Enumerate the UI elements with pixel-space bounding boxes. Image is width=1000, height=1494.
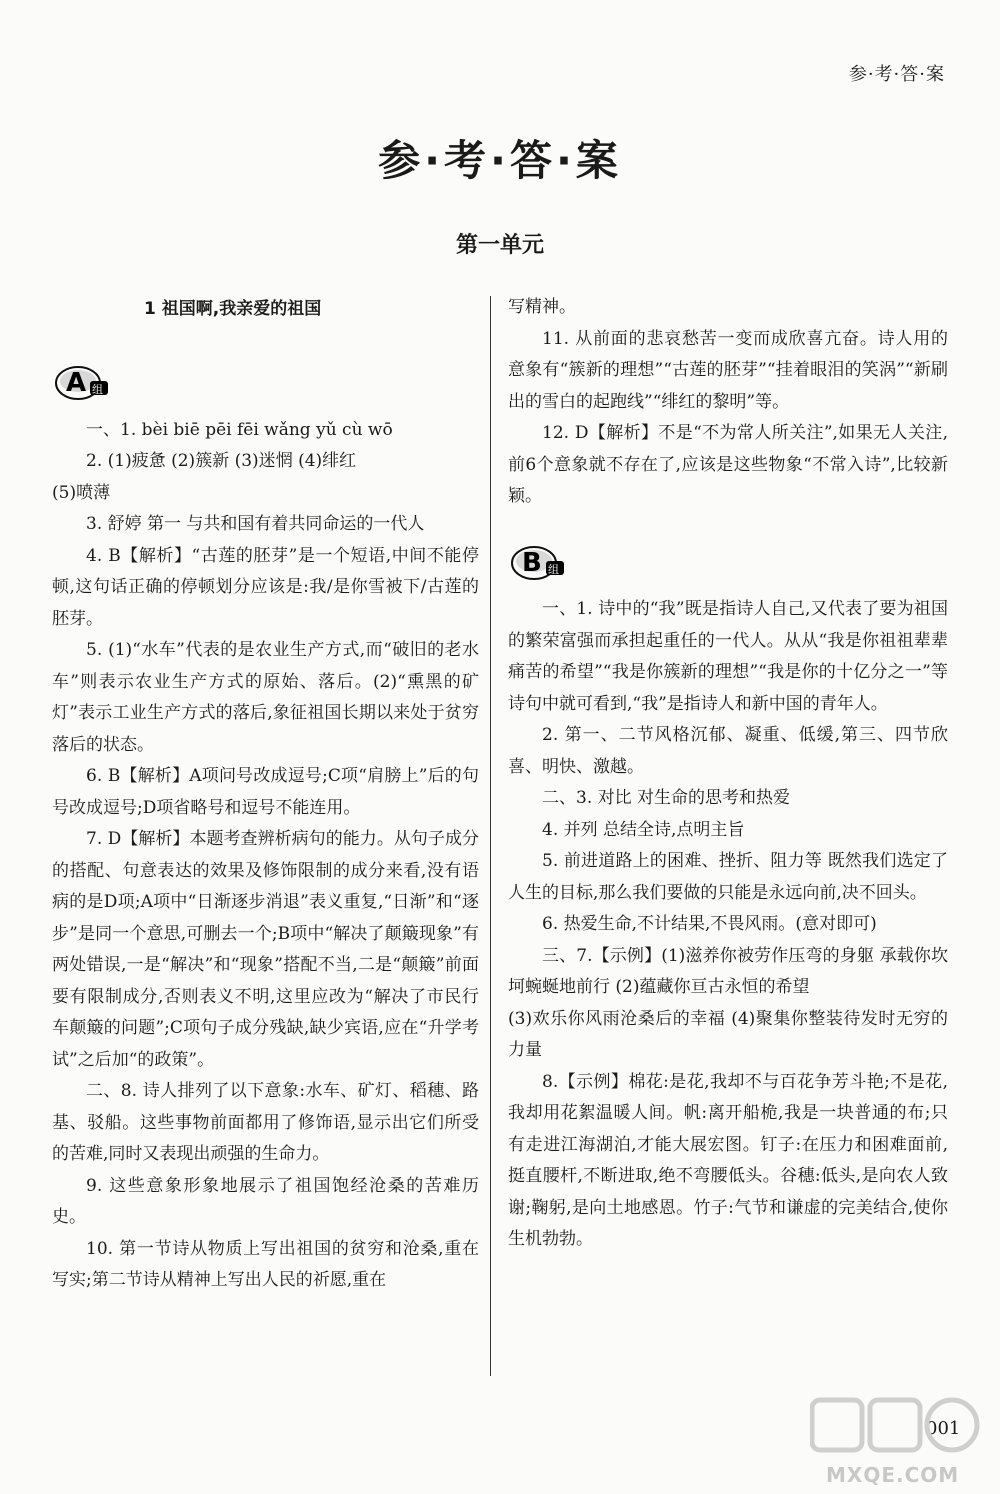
left-column — [52, 292, 479, 1297]
answer-b-4: 4. 并列 总结全诗,点明主旨 — [542, 819, 745, 840]
answer-b-5: 5. 前进道路上的困难、挫折、阻力等 既然我们选定了人生的目标,那么我们要做的只能是永远向前,决不回头。 — [508, 851, 948, 903]
answer-a-10: 10. 第一节诗从物质上写出祖国的贫穷和沧桑,重在写实;第二节诗从精神上写出人民的祈愿,重在 — [52, 1238, 479, 1290]
answer-a-11: 11. 从前面的悲哀愁苦一变而成欣喜亢奋。诗人用的意象有“簇新的理想”“古莲的胚芽”“挂着眼泪的笑涡”“新刷出的雪白的起跑线”“绯红的黎明”等。 — [508, 328, 948, 412]
unit-title: 第一单元 — [455, 233, 544, 258]
answer-a-8: 二、8. 诗人排列了以下意象:水车、矿灯、稻穗、路基、驳船。这些事物前面都用了修饰语,显示出它们所受的苦难,同时又表现出顽强的生命力。 — [52, 1081, 479, 1164]
answer-b-2: 2. 第一、二节风格沉郁、凝重、低缓,第三、四节欣喜、明快、激越。 — [508, 725, 948, 777]
answer-a-9: 9. 这些意象形象地展示了祖国饱经沧桑的苦难历史。 — [52, 1175, 479, 1227]
answer-a-5: 5. (1)“水车”代表的是农业生产方式,而“破旧的老水车”则表示农业生产方式的原始、落后。(2)“熏黑的矿灯”表示工业生产方式的落后,象征祖国长期以来处于贫穷落后的状态。 — [52, 640, 479, 755]
answer-b-1: 一、1. 诗中的“我”既是指诗人自己,又代表了要为祖国的繁荣富强而承担起重任的一代人。从从“我是你祖祖辈辈痛苦的希望”“我是你簇新的理想”“我是你的十亿分之一”等诗句中就可看到,“我”是指诗人和新中国的青年人。 — [508, 599, 948, 714]
group-a-badge — [52, 361, 116, 405]
running-head: 参·考·答·案 — [848, 64, 945, 85]
answer-b-7b: (3)欢乐你风雨沧桑后的幸福 (4)聚集你整装待发时无穷的力量 — [508, 1008, 948, 1060]
answer-a-2: 2. (1)疲惫 (2)簇新 (3)迷惘 (4)绯红 — [86, 451, 357, 471]
answer-a-2b: (5)喷薄 — [52, 482, 111, 503]
group-b-badge — [508, 541, 572, 585]
watermark-text: MXQE.COM — [826, 1463, 960, 1487]
group-b-letter: B — [522, 547, 542, 578]
group-b-suffix: 组 — [548, 562, 559, 576]
group-a-suffix: 组 — [92, 383, 103, 396]
answer-a-4: 4. B【解析】“古莲的胚芽”是一个短语,中间不能停顿,这句话正确的停顿划分应该是:我/是你雪被下/古莲的胚芽。 — [52, 545, 479, 629]
answer-a-3: 3. 舒婷 第一 与共和国有着共同命运的一代人 — [86, 514, 425, 534]
group-b-icon — [508, 543, 572, 583]
group-a-icon — [52, 363, 116, 403]
answer-a-12: 12. D【解析】不是“不为常人所关注”,如果无人关注,前6个意象就不存在了,应该是这些物象“不常入诗”,比较新颖。 — [508, 423, 948, 506]
page-title: 参·考·答·案 — [378, 136, 622, 185]
column-divider — [490, 296, 491, 1376]
lesson-title: 1 祖国啊,我亲爱的祖国 — [144, 299, 322, 319]
group-a-letter: A — [66, 368, 87, 398]
answer-b-7: 三、7.【示例】(1)滋养你被劳作压弯的身躯 承载你坎坷蜿蜒地前行 (2)蕴藏你亘古永恒的希望 — [508, 945, 949, 997]
answer-a-1: 一、1. bèi biē pēi fēi wǎng yǔ cù wō — [86, 419, 393, 440]
right-column — [508, 292, 948, 1256]
page-number: 001 — [926, 1418, 961, 1439]
answer-a-6: 6. B【解析】A项问号改成逗号;C项“肩膀上”后的句号改成逗号;D项省略号和逗号不能连用。 — [52, 766, 479, 818]
answer-b-3: 二、3. 对比 对生命的思考和热爱 — [542, 788, 791, 808]
answer-a-7: 7. D【解析】本题考查辨析病句的能力。从句子成分的搭配、句意表达的效果及修饰限制的成分来看,没有语病的是D项;A项中“日渐逐步消退”表义重复,“日渐”和“逐步”是同一个意思,可删去一个;B项中“解决了颠簸现象”有两处错误,一是“解决”和“现象”搭配不当,二是“颠簸”前面要有限制成分,否则表义不明,这里应改为“解决了市民行车颠簸的问题”;C项句子成分残缺,缺少宾语,应在“升学考试”之后加“的政策”。 — [52, 829, 479, 1070]
answer-b-6: 6. 热爱生命,不计结果,不畏风雨。(意对即可) — [542, 914, 877, 934]
answer-a-10-cont: 写精神。 — [508, 297, 576, 317]
answer-b-8: 8.【示例】棉花:是花,我却不与百花争芳斗艳;不是花,我却用花絮温暖人间。帆:离开船桅,我是一块普通的布;只有走进江海湖泊,才能大展宏图。钉子:在压力和困难面前,挺直腰杆,不断进取,绝不弯腰低头。谷穗:低头,是向农人致谢;鞠躬,是向土地感恩。竹子:气节和谦虚的完美结合,使你生机勃勃。 — [508, 1071, 948, 1249]
